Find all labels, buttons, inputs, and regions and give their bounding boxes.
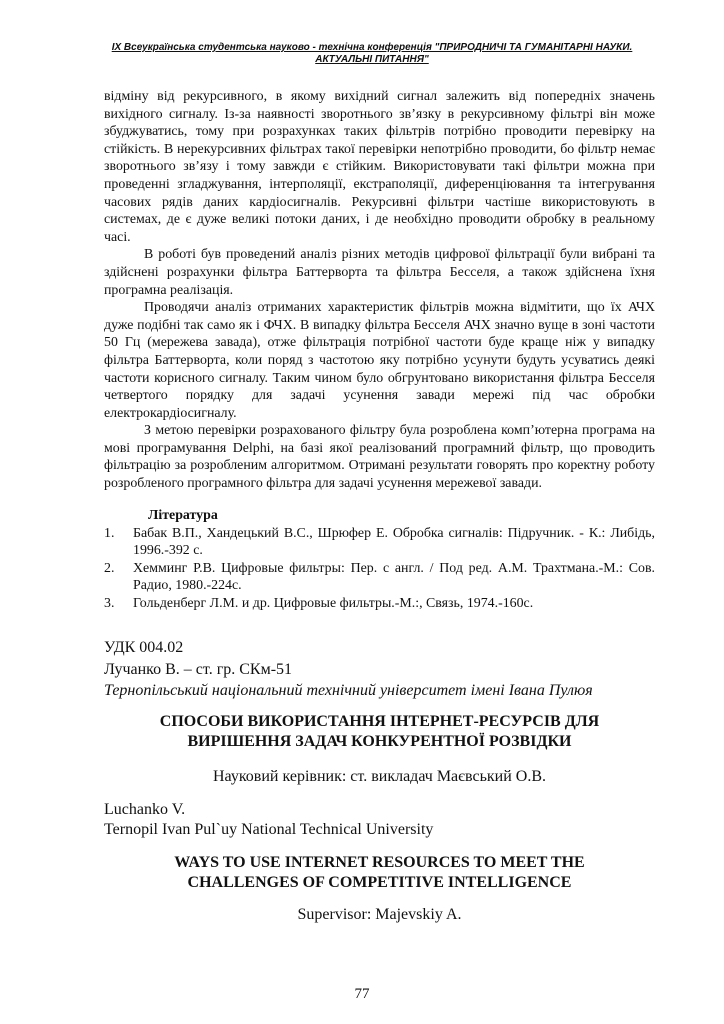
literature-item-text: Бабак В.П., Хандецький В.С., Шрюфер Е. Обробка сигналів: Підручник. - К.: Либідь, 1996.-392 с. [133, 525, 655, 559]
literature-list [104, 525, 655, 613]
paragraph-4: З метою перевірки розрахованого фільтру була розроблена комп’ютерна програма на мові програмування Delphi, на базі якої реалізований програмний фільтр, що проводить фільтрацію за розробленим алгоритмом. Отримані результати говорять про коректну роботу розробленого програмного фільтра для задачі усунення мережевої завади. [104, 423, 655, 492]
literature-item [104, 525, 655, 560]
running-header-line-1: IX Всеукраїнська студентська науково - технічна конференція "ПРИРОДНИЧІ ТА ГУМАНІТАРНІ НАУКИ. [111, 42, 633, 53]
udk-code: УДК 004.02 [104, 639, 184, 656]
literature-item [104, 595, 655, 613]
literature-heading: Література [148, 508, 218, 523]
article-title-ua-line-2: ВИРІШЕННЯ ЗАДАЧ КОНКУРЕНТНОЇ РОЗВІДКИ [187, 733, 572, 750]
article-title-en [104, 853, 655, 893]
article-title-ua [104, 712, 655, 752]
literature-item-text: Гольденберг Л.М. и др. Цифровые фильтры.-М.:, Связь, 1974.-160с. [133, 595, 534, 611]
literature-section [104, 507, 655, 613]
supervisor-en: Supervisor: Majevskiy A. [297, 906, 462, 923]
author-ua: Лучанко В. – ст. гр. СКм-51 [104, 661, 293, 678]
paragraph-1: відміну від рекурсивного, в якому вихідний сигнал залежить від попередніх значень вихідного сигналу. Із-за наявності зворотнього зв’язку в рекурсивному фільтрі він може збуджуватись, тому при розрахунках таких фільтрів потрібно проводити перевірку на стійкість. В нерекурсивних фільтрах такої перевірки непотрібно проводити, бо фільтр немає зворотнього зв’язу і тому завжди є стійким. Використовувати такі фільтри можна при проведенні згладжування, інтерполяції, екстраполяції, диференціювання та інтегрування часових рядів даних кардіосигналів. Рекурсивні фільтри частіше використовують в системах, де є дуже великі потоки даних, і де необхідно проводити обробку в реальному часі. [104, 89, 655, 245]
article-title-ua-line-1: СПОСОБИ ВИКОРИСТАННЯ ІНТЕРНЕТ-РЕСУРСІВ ДЛЯ [159, 713, 600, 730]
paragraph-2: В роботі був проведений аналіз різних методів цифрової фільтрації були вибрані та здійснені розрахунки фільтра Баттерворта та фільтра Бесселя, а також здійснена їхня програмна реалізація. [104, 247, 655, 298]
article-title-en-line-1: WAYS TO USE INTERNET RESOURCES TO MEET THE [174, 854, 585, 871]
running-header [104, 42, 640, 66]
literature-item-number: 1. [104, 525, 115, 541]
university-en: Ternopil Ivan Pul`uy National Technical University [104, 821, 434, 838]
literature-item-number: 2. [104, 560, 115, 576]
paragraph-3: Проводячи аналіз отриманих характеристик фільтрів можна відмітити, що їх АЧХ дуже подібні так само як і ФЧХ. В випадку фільтра Бесселя АЧХ значно вуще в зоні частоти 50 Гц (мережева завада), отже фільтрація потрібної частоти буде краще ніж у випадку фільтра Баттерворта, коли поряд з частотою яку потрібно усунути будуть усуватись деякі частоти корисного сигналу. Таким чином було обгрунтовано використання фільтра Бесселя четвертого порядку для задачі усунення завади мережі під час обробки електрокардіосигналу. [104, 300, 655, 421]
body-text [104, 88, 655, 493]
literature-item-text: Хемминг Р.В. Цифровые фильтры: Пер. с англ. / Под ред. А.М. Трахтмана.-М.: Сов. Радио, 1980.-224с. [133, 560, 655, 594]
supervisor-ua: Науковий керівник: ст. викладач Маєвський О.В. [213, 768, 546, 785]
university-ua: Тернопільський національний технічний університет імені Івана Пулюя [104, 682, 593, 699]
page-number: 77 [354, 986, 370, 1002]
literature-item-number: 3. [104, 595, 115, 611]
article-title-en-line-2: CHALLENGES OF COMPETITIVE INTELLIGENCE [187, 874, 572, 891]
author-en: Luchanko V. [104, 801, 186, 818]
literature-item [104, 560, 655, 595]
running-header-line-2: АКТУАЛЬНІ ПИТАННЯ" [315, 54, 429, 65]
